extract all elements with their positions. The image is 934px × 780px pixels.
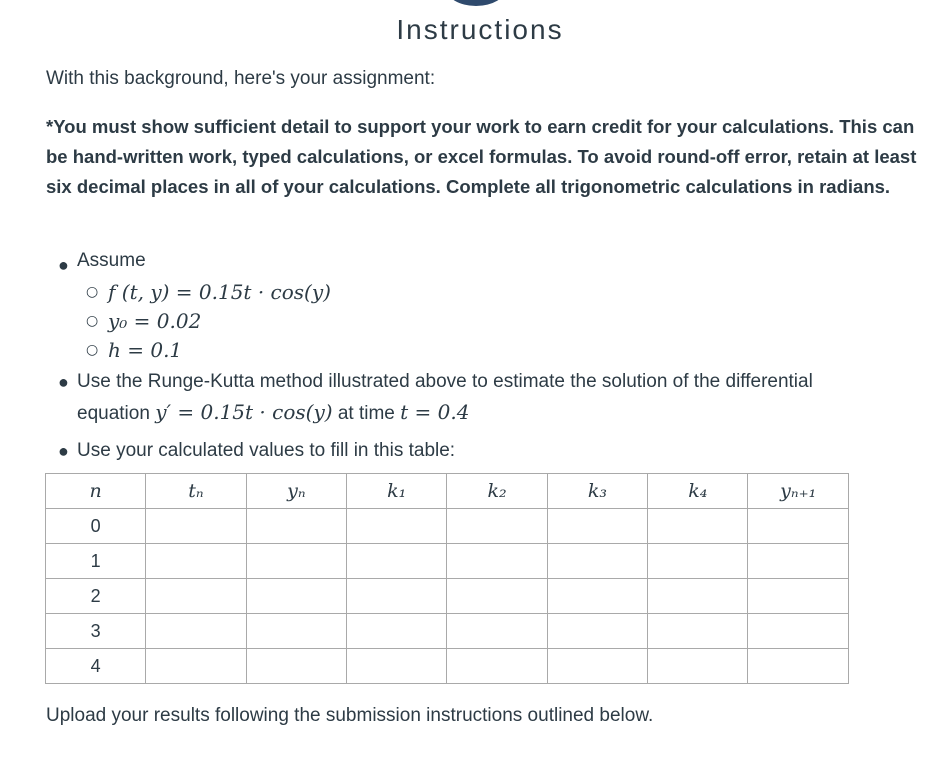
assignment-list (46, 248, 926, 465)
table-header-row (46, 474, 849, 509)
row-n-cell: 3 (46, 614, 146, 649)
table-cell (648, 544, 748, 579)
table-cell (347, 509, 447, 544)
rk-time-value: t = 0.4 (400, 400, 470, 424)
table-cell (447, 614, 547, 649)
circle-bullet-icon: ○ (86, 284, 99, 300)
table-cell (146, 649, 246, 684)
rk-equation: y′ = 0.15t · cos(y) (155, 400, 333, 424)
rk-at-time-text: at time (337, 403, 395, 424)
bullet-icon: ● (58, 372, 69, 392)
assume-label: Assume (77, 250, 146, 271)
table-cell (547, 649, 647, 684)
row-n-cell: 4 (46, 649, 146, 684)
table-cell (447, 649, 547, 684)
bullet-icon: ● (58, 255, 69, 275)
table-cell (146, 614, 246, 649)
rk-equation-word: equation (77, 403, 150, 424)
bullet-icon: ● (58, 441, 69, 461)
table-cell (246, 614, 346, 649)
notice-text: *You must show sufficient detail to support your work to earn credit for your calculations. This can be hand-written work, typed calculations, or excel formulas. To avoid round-off error, retain at least six decimal places in all of your calculations. Complete all trigonometric calculations in radians. (46, 116, 917, 197)
list-item-fill-table (46, 437, 926, 465)
runge-kutta-table (45, 473, 849, 684)
y0-expression: y₀ = 0.02 (108, 309, 202, 333)
table-cell (547, 614, 647, 649)
table-cell (347, 544, 447, 579)
table-cell (146, 544, 246, 579)
table-cell (748, 649, 849, 684)
table-cell (748, 544, 849, 579)
outro-text: Upload your results following the submission instructions outlined below. (46, 705, 654, 726)
table-cell (748, 579, 849, 614)
header-k3: k₃ (547, 474, 647, 509)
table-cell (547, 579, 647, 614)
table-row (46, 579, 849, 614)
table-row (46, 614, 849, 649)
sub-item-h (46, 336, 926, 365)
row-n-cell: 0 (46, 509, 146, 544)
header-k1: k₁ (347, 474, 447, 509)
row-n-cell: 2 (46, 579, 146, 614)
table-cell (146, 509, 246, 544)
f-expression: f (t, y) = 0.15t · cos(y) (108, 280, 331, 304)
table-cell (648, 614, 748, 649)
header-avatar-circle (446, 0, 506, 6)
circle-bullet-icon: ○ (86, 342, 99, 358)
header-yn1: yₙ₊₁ (748, 474, 849, 509)
table-cell (547, 509, 647, 544)
fill-table-text: Use your calculated values to fill in this table: (77, 440, 456, 461)
table-cell (146, 579, 246, 614)
rk-instruction-text: Use the Runge-Kutta method illustrated above to estimate the solution of the differential (77, 371, 813, 392)
table-cell (347, 649, 447, 684)
table-cell (447, 509, 547, 544)
table-cell (246, 579, 346, 614)
header-k4: k₄ (648, 474, 748, 509)
table-cell (246, 649, 346, 684)
header-yn: yₙ (246, 474, 346, 509)
header-n: n (46, 474, 146, 509)
table-cell (447, 544, 547, 579)
table-cell (246, 509, 346, 544)
table-cell (648, 649, 748, 684)
table-cell (748, 614, 849, 649)
table-cell (347, 614, 447, 649)
table-row (46, 544, 849, 579)
header-tn: tₙ (146, 474, 246, 509)
page-title: Instructions (396, 14, 564, 45)
intro-text: With this background, here's your assignment: (46, 68, 436, 89)
row-n-cell: 1 (46, 544, 146, 579)
header-k2: k₂ (447, 474, 547, 509)
list-item-runge-kutta (46, 367, 926, 429)
table-cell (748, 509, 849, 544)
table-cell (347, 579, 447, 614)
table-cell (246, 544, 346, 579)
list-item-assume (46, 248, 926, 278)
sub-item-y0 (46, 307, 926, 336)
table-cell (447, 579, 547, 614)
sub-item-f (46, 278, 926, 307)
table-row (46, 649, 849, 684)
table-cell (547, 544, 647, 579)
table-cell (648, 579, 748, 614)
table-cell (648, 509, 748, 544)
h-expression: h = 0.1 (108, 338, 183, 362)
table-row (46, 509, 849, 544)
circle-bullet-icon: ○ (86, 313, 99, 329)
